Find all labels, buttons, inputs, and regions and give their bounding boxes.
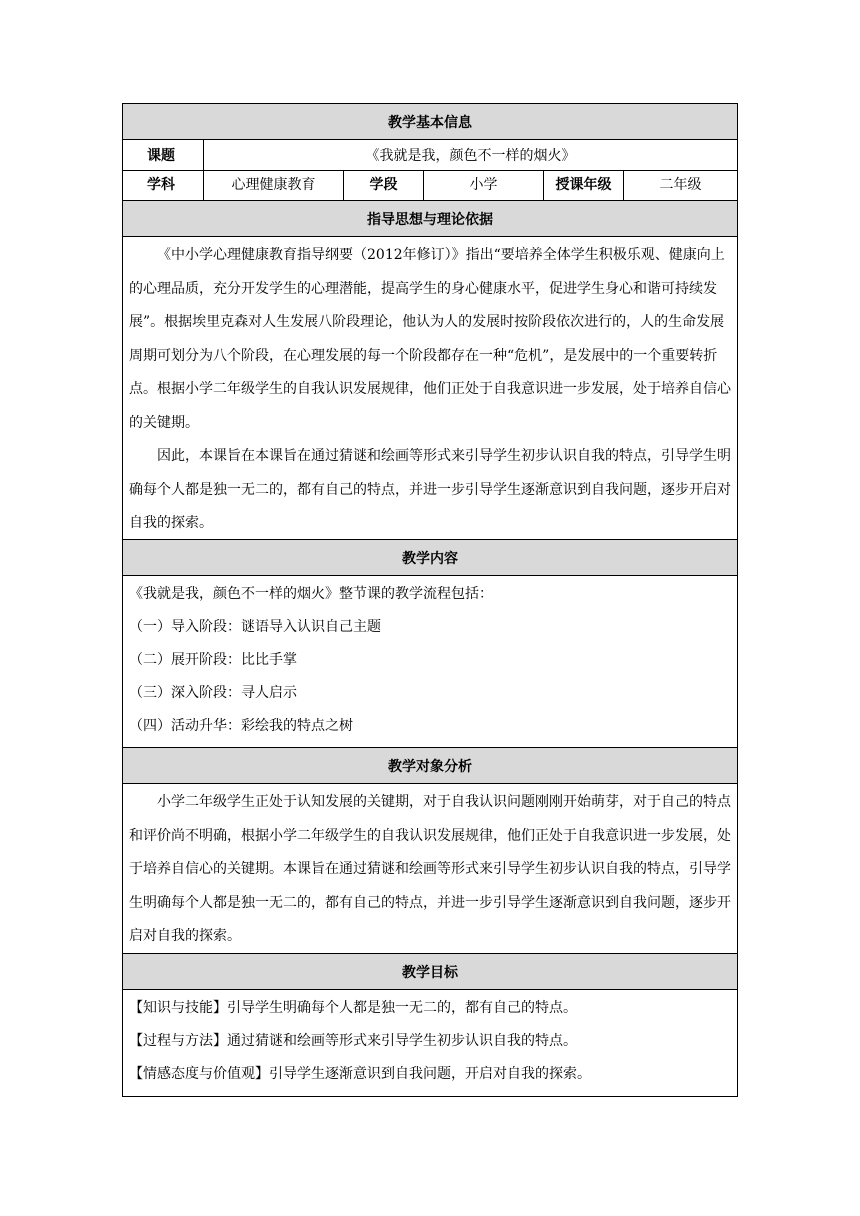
- content-step-3: （三）深入阶段：寻人启示: [129, 685, 297, 701]
- stage-value: 小学: [423, 171, 543, 200]
- goals-header: [122, 953, 738, 989]
- guiding-paragraph-1: 《中小学心理健康教育指导纲要（2012年修订）》指出“要培养全体学生积极乐观、健康向上的心理品质，充分开发学生的心理潜能，提高学生的身心健康水平，促进学生身心和谐可持续发展”。根据埃里克森对人生发展八阶段理论，他认为人的发展时按阶段依次进行的，人的生命发展周期可划分为八个阶段，在心理发展的每一个阶段都存在一种“危机”，是发展中的一个重要转折点。根据小学二年级学生的自我认识发展规律，他们正处于自我意识进一步发展，处于培养自信心的关键期。: [129, 247, 731, 431]
- content-intro: 《我就是我，颜色不一样的烟火》整节课的教学流程包括：: [129, 586, 493, 602]
- guiding-paragraph-2: 因此，本课旨在本课旨在通过猜谜和绘画等形式来引导学生初步认识自我的特点，引导学生明确每个人都是独一无二的，都有自己的特点，并进一步引导学生逐渐意识到自我问题，逐步开启对自我的探索。: [129, 448, 731, 531]
- topic-value: 《我就是我，颜色不一样的烟火》: [203, 140, 737, 170]
- topic-label: 课题: [147, 148, 175, 164]
- content-step-4: （四）活动升华：彩绘我的特点之树: [129, 718, 353, 734]
- guiding-header: [122, 200, 738, 236]
- basic-info-title: 教学基本信息: [388, 114, 472, 131]
- content-body: [122, 575, 738, 747]
- analysis-header: [122, 747, 738, 783]
- stage-label: 学段: [343, 171, 423, 200]
- content-header: [122, 539, 738, 575]
- guiding-title: 指导思想与理论依据: [367, 211, 493, 228]
- guiding-body: [122, 236, 738, 539]
- analysis-paragraph: 小学二年级学生正处于认知发展的关键期，对于自我认识问题刚刚开始萌芽，对于自己的特点和评价尚不明确，根据小学二年级学生的自我认识发展规律，他们正处于自我意识进一步发展，处于培养自信心的关键期。本课旨在通过猜谜和绘画等形式来引导学生初步认识自我的特点，引导学生明确每个人都是独一无二的，都有自己的特点，并进一步引导学生逐渐意识到自我问题，逐步开启对自我的探索。: [129, 794, 731, 944]
- goal-process: 【过程与方法】通过猜谜和绘画等形式来引导学生初步认识自我的特点。: [129, 1033, 577, 1049]
- analysis-body: [122, 783, 738, 953]
- goal-knowledge: 【知识与技能】引导学生明确每个人都是独一无二的，都有自己的特点。: [129, 1000, 577, 1016]
- content-title: 教学内容: [402, 550, 458, 567]
- subject-label: 学科: [147, 177, 175, 193]
- course-info-row: [122, 170, 738, 200]
- subject-value: 心理健康教育: [203, 171, 343, 200]
- grade-value: 二年级: [623, 171, 737, 200]
- content-step-2: （二）展开阶段：比比手掌: [129, 652, 297, 668]
- goals-title: 教学目标: [402, 964, 458, 981]
- basic-info-header: [122, 103, 738, 139]
- topic-row: [122, 139, 738, 170]
- goal-emotion: 【情感态度与价值观】引导学生逐渐意识到自我问题，开启对自我的探索。: [129, 1066, 591, 1082]
- lesson-plan-table: [122, 103, 738, 1097]
- grade-label: 授课年级: [543, 171, 623, 200]
- content-step-1: （一）导入阶段：谜语导入认识自己主题: [129, 619, 381, 635]
- analysis-title: 教学对象分析: [388, 758, 472, 775]
- goals-body: [122, 989, 738, 1097]
